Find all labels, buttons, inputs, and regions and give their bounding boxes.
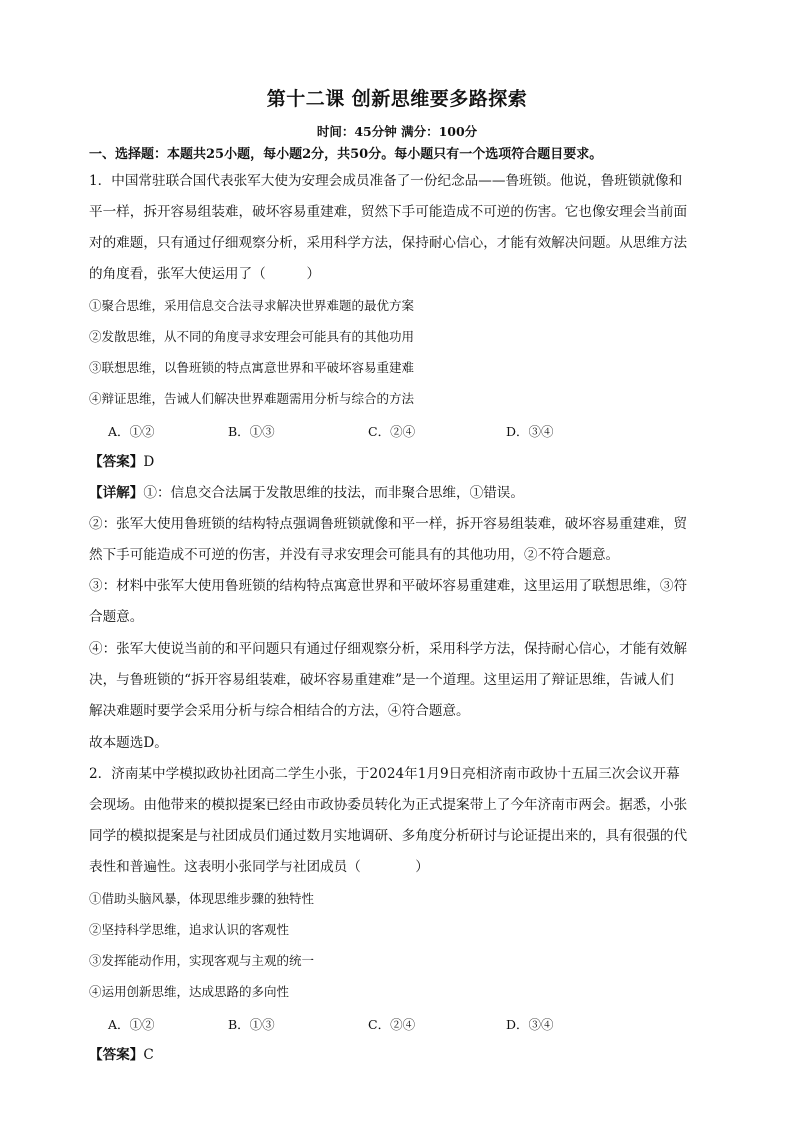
q1-answer-label: 【答案】 [89,454,144,470]
q2-choice-c: C．②④ [368,1017,416,1032]
q1-detail-line-8: 解决难题时要学会采用分析与综合相结合的方法，④符合题意。 [89,703,470,719]
q1-stem-line-2: 平一样，拆开容易组装难，破坏容易重建难，贸然下手可能造成不可逆的伤害。它也像安理会当前面 [89,204,688,220]
q2-option-1: ①借助头脑风暴，体现思维步骤的独特性 [89,891,315,906]
q2-option-3: ③发挥能动作用，实现客观与主观的统一 [89,953,315,968]
section-heading: 一、选择题：本题共25小题，每小题2分，共50分。每小题只有一个选项符合题目要求。 [89,147,603,162]
q2-choice-a: A．①② [108,1017,155,1032]
q1-detail-conclusion: 故本题选D。 [89,735,168,751]
q2-answer-value: C [143,1047,154,1063]
q1-stem-line-4: 的角度看，张军大使运用了（ ） [89,266,321,282]
q1-answer-value: D [143,454,155,470]
q1-choice-a: A．①② [108,424,155,439]
q2-stem-line-1: 2．济南某中学模拟政协社团高二学生小张，于2024年1月9日亮相济南市政协十五届三次会议开幕 [89,766,680,782]
q1-stem-line-1: 1．中国常驻联合国代表张军大使为安理会成员准备了一份纪念品——鲁班锁。他说，鲁班锁就像和 [89,173,683,189]
q1-detail-line-3: 然下手可能造成不可逆的伤害，并没有寻求安理会可能具有的其他功用，②不符合题意。 [89,547,620,563]
q1-detail-text-1: ①：信息交合法属于发散思维的技法，而非聚合思维，①错误。 [143,485,524,501]
exam-meta: 时间：45分钟 满分：100分 [316,124,478,139]
q1-option-4: ④辩证思维，告诫人们解决世界难题需用分析与综合的方法 [89,391,415,406]
q1-answer [89,452,717,472]
q1-choice-d: D．③④ [506,424,554,439]
q1-detail-line-4: ③：材料中张军大使用鲁班锁的结构特点寓意世界和平破坏容易重建难，这里运用了联想思维，③符 [89,578,688,594]
q2-answer [89,1045,717,1065]
q1-option-3: ③联想思维，以鲁班锁的特点寓意世界和平破坏容易重建难 [89,360,415,375]
q1-choice-c: C．②④ [368,424,416,439]
q1-detail-line-2: ②：张军大使用鲁班锁的结构特点强调鲁班锁就像和平一样，拆开容易组装难，破坏容易重建难，贸 [89,516,688,532]
q2-stem-line-2: 会现场。由他带来的模拟提案已经由市政协委员转化为正式提案带上了今年济南市两会。据悉，小张 [89,797,688,813]
q1-choice-b: B．①③ [228,424,275,439]
q2-option-4: ④运用创新思维，达成思路的多向性 [89,984,290,999]
q1-option-1: ①聚合思维，采用信息交合法寻求解决世界难题的最优方案 [89,298,415,313]
q2-stem-line-3: 同学的模拟提案是与社团成员们通过数月实地调研、多角度分析研讨与论证提出来的，具有很强的代 [89,828,688,844]
q2-choice-d: D．③④ [506,1017,554,1032]
q1-detail-line-1 [89,483,717,503]
q2-choice-b: B．①③ [228,1017,275,1032]
q1-detail-line-7: 决，与鲁班锁的“拆开容易组装难，破坏容易重建难”是一个道理。这里运用了辩证思维，告诫人们 [89,672,674,688]
q1-option-2: ②发散思维，从不同的角度寻求安理会可能具有的其他功用 [89,329,415,344]
q2-stem-line-4: 表性和普遍性。这表明小张同学与社团成员（ ） [89,859,429,875]
page-title: 第十二课 创新思维要多路探索 [266,88,528,110]
q1-detail-label: 【详解】 [89,485,144,501]
q1-stem-line-3: 对的难题，只有通过仔细观察分析，采用科学方法，保持耐心信心，才能有效解决问题。从思维方法 [89,235,688,251]
q1-detail-line-6: ④：张军大使说当前的和平问题只有通过仔细观察分析，采用科学方法，保持耐心信心，才能有效解 [89,641,688,657]
q2-answer-label: 【答案】 [89,1047,144,1063]
q2-option-2: ②坚持科学思维，追求认识的客观性 [89,922,290,937]
q1-detail-line-5: 合题意。 [89,609,144,625]
